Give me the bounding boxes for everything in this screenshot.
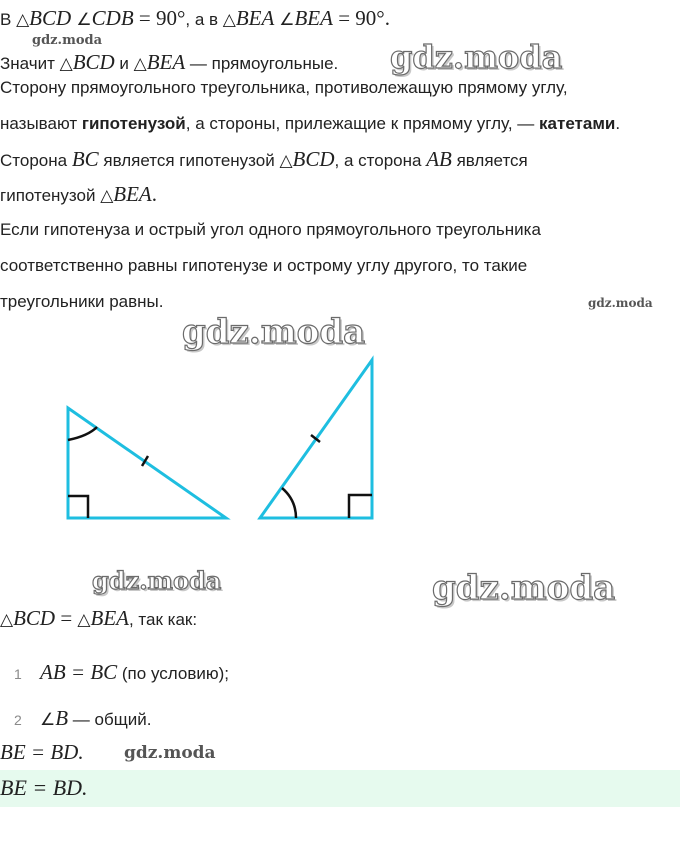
hypotenuse-line-2: гипотенузой △BEA. xyxy=(0,182,158,206)
right-triangles-line: Значит △BCD и △BEA — прямоугольные. xyxy=(0,50,339,74)
watermark: gdz.moda xyxy=(124,743,216,763)
watermark: gdz.moda xyxy=(32,33,103,48)
list-item: 1 AB = BC (по условию); xyxy=(0,660,229,686)
theorem-line-3: треугольники равны. xyxy=(0,292,164,311)
watermark: gdz.moda xyxy=(432,568,616,608)
list-number: 2 xyxy=(14,712,22,728)
watermark: gdz.moda xyxy=(390,38,563,76)
watermark: gdz.moda xyxy=(92,566,222,595)
definition-line-1: Сторону прямоугольного треугольника, противолежащую прямому углу, xyxy=(0,78,568,97)
given-line: В △BCD ∠CDB = 90°, а в △BEA ∠BEA = 90°. xyxy=(0,6,390,30)
right-angle-mark xyxy=(68,496,88,518)
right-angle-mark xyxy=(349,495,372,518)
theorem-line-2: соответственно равны гипотенузе и острому углу другого, то такие xyxy=(0,256,528,275)
list-number: 1 xyxy=(14,666,22,682)
result-line: BE = BD. xyxy=(0,740,84,764)
definition-line-2: называют гипотенузой, а стороны, прилежащие к прямому углу, — катетами. xyxy=(0,114,621,133)
answer-line: BE = BD. xyxy=(0,775,88,800)
congruence-line: △BCD = △BEA, так как: xyxy=(0,606,198,630)
list-item: 2 ∠B — общий. xyxy=(0,706,151,732)
left-triangle xyxy=(68,408,226,518)
angle-arc xyxy=(68,427,97,440)
watermark: gdz.moda xyxy=(588,296,653,310)
hypotenuse-line-1: Сторона BC является гипотенузой △BCD, а сторона AB является xyxy=(0,147,528,171)
watermark: gdz.moda xyxy=(182,312,366,352)
angle-arc xyxy=(282,488,296,518)
theorem-line-1: Если гипотенуза и острый угол одного прямоугольного треугольника xyxy=(0,220,541,239)
